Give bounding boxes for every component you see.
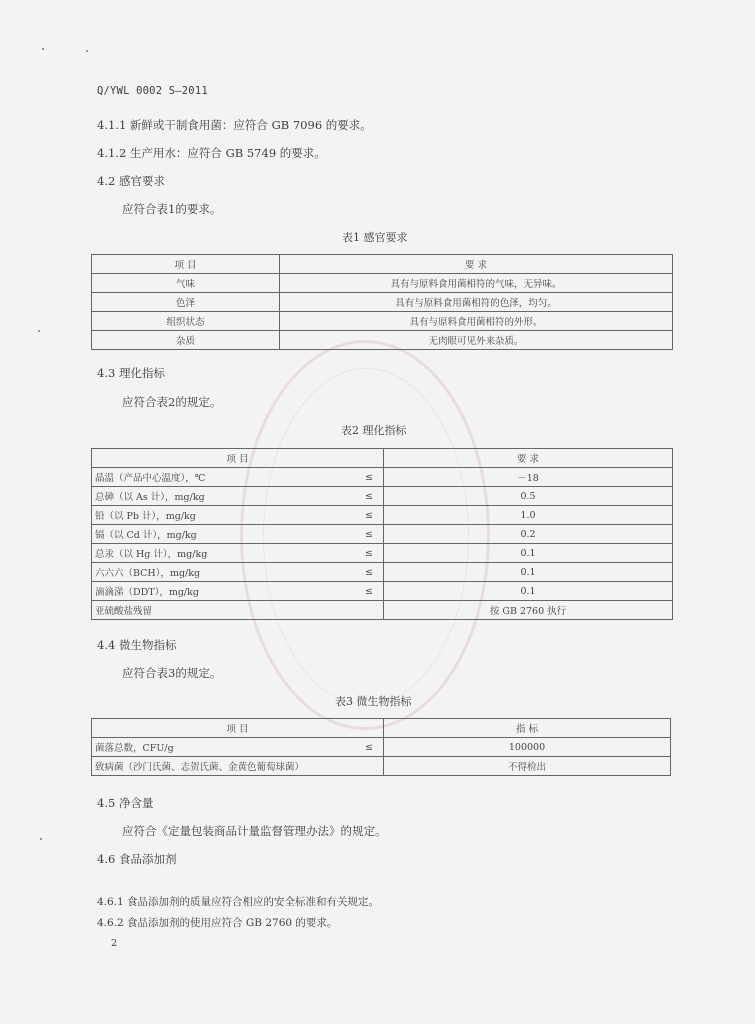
clause-4-6-heading: 4.6 食品添加剂 [97, 852, 177, 866]
table-cell: 1.0 [384, 506, 673, 525]
table-cell: 致病菌（沙门氏菌、志贺氏菌、金黄色葡萄球菌） [92, 757, 384, 776]
table-row [92, 544, 673, 563]
table-cell: 0.2 [384, 525, 673, 544]
table-header-row [92, 449, 673, 468]
table-row [92, 312, 673, 331]
table-header-cell: 项 目 [92, 255, 280, 274]
table-cell: 无肉眼可见外来杂质。 [280, 331, 673, 350]
table-cell: ≤ [355, 468, 384, 487]
table-cell: 镉（以 Cd 计），mg/kg [92, 525, 356, 544]
clause-4-3-body: 应符合表2的规定。 [122, 395, 222, 409]
table-row [92, 563, 673, 582]
table-cell: 晶温（产品中心温度），℃ [92, 468, 356, 487]
table-row [92, 506, 673, 525]
table-header-cell: 要 求 [384, 449, 673, 468]
table-cell: 0.1 [384, 582, 673, 601]
table-row [92, 738, 671, 757]
table-row [92, 274, 673, 293]
table-header-row [92, 255, 673, 274]
table-cell: ≤ [355, 563, 384, 582]
table-cell: ≤ [355, 738, 384, 757]
standard-code-header: Q/YWL 0002 S—2011 [97, 85, 208, 97]
table-cell: 100000 [384, 738, 671, 757]
table-cell: 铅（以 Pb 计），mg/kg [92, 506, 356, 525]
clause-4-6-1: 4.6.1 食品添加剂的质量应符合相应的安全标准和有关规定。 [97, 896, 380, 908]
clause-4-5-body: 应符合《定量包装商品计量监督管理办法》的规定。 [122, 824, 387, 838]
clause-4-1-2: 4.1.2 生产用水：应符合 GB 5749 的要求。 [97, 146, 326, 160]
scan-speck [86, 50, 88, 52]
table-cell: －18 [384, 468, 673, 487]
table-row [92, 293, 673, 312]
table3-caption: 表3 微生物指标 [335, 695, 412, 708]
table-cell: 不得检出 [384, 757, 671, 776]
table-cell: 菌落总数，CFU/g [92, 738, 356, 757]
table-row [92, 757, 671, 776]
table2-physicochemical [91, 448, 673, 620]
table3-microbiological [91, 718, 671, 776]
table-row [92, 487, 673, 506]
clause-4-4-heading: 4.4 微生物指标 [97, 638, 177, 652]
table-cell: ≤ [355, 506, 384, 525]
table2-caption: 表2 理化指标 [341, 424, 407, 437]
table1-caption: 表1 感官要求 [342, 231, 408, 244]
table-row [92, 601, 673, 620]
table-cell: 亚硫酸盐残留 [92, 601, 356, 620]
table-row [92, 582, 673, 601]
clause-4-2-heading: 4.2 感官要求 [97, 174, 165, 188]
clause-4-1-1: 4.1.1 新鲜或干制食用菌：应符合 GB 7096 的要求。 [97, 118, 372, 132]
table-cell: 具有与原料食用菌相符的色泽，均匀。 [280, 293, 673, 312]
table-cell: 滴滴涕（DDT），mg/kg [92, 582, 356, 601]
table-cell: 总砷（以 As 计），mg/kg [92, 487, 356, 506]
table-cell [355, 601, 384, 620]
table-row [92, 525, 673, 544]
table-cell: 总汞（以 Hg 计），mg/kg [92, 544, 356, 563]
table-cell: 0.5 [384, 487, 673, 506]
table-cell: 六六六（BCH），mg/kg [92, 563, 356, 582]
clause-4-5-heading: 4.5 净含量 [97, 796, 154, 810]
table-cell: ≤ [355, 582, 384, 601]
table-cell: ≤ [355, 544, 384, 563]
table-header-row [92, 719, 671, 738]
table-cell: 具有与原料食用菌相符的外形。 [280, 312, 673, 331]
clause-4-3-heading: 4.3 理化指标 [97, 366, 165, 380]
table-cell: 组织状态 [92, 312, 280, 331]
table-header-cell: 指 标 [384, 719, 671, 738]
table-cell: ≤ [355, 525, 384, 544]
table-cell: 0.1 [384, 544, 673, 563]
table-cell: 杂质 [92, 331, 280, 350]
table-row [92, 331, 673, 350]
table-row [92, 468, 673, 487]
clause-4-6-2: 4.6.2 食品添加剂的使用应符合 GB 2760 的要求。 [97, 917, 338, 929]
clause-4-4-body: 应符合表3的规定。 [122, 666, 222, 680]
scan-speck [40, 838, 42, 840]
scan-speck [42, 48, 44, 50]
table-header-cell: 要 求 [280, 255, 673, 274]
table-cell: 0.1 [384, 563, 673, 582]
table-header-cell: 项 目 [92, 449, 384, 468]
table-header-cell: 项 目 [92, 719, 384, 738]
table-cell: 具有与原料食用菌相符的气味，无异味。 [280, 274, 673, 293]
table-cell: 气味 [92, 274, 280, 293]
clause-4-2-body: 应符合表1的要求。 [122, 202, 222, 216]
page-number: 2 [111, 938, 118, 949]
table-cell: 按 GB 2760 执行 [384, 601, 673, 620]
table-cell: 色泽 [92, 293, 280, 312]
scan-speck [38, 330, 40, 332]
table-cell: ≤ [355, 487, 384, 506]
table1-sensory [91, 254, 673, 350]
